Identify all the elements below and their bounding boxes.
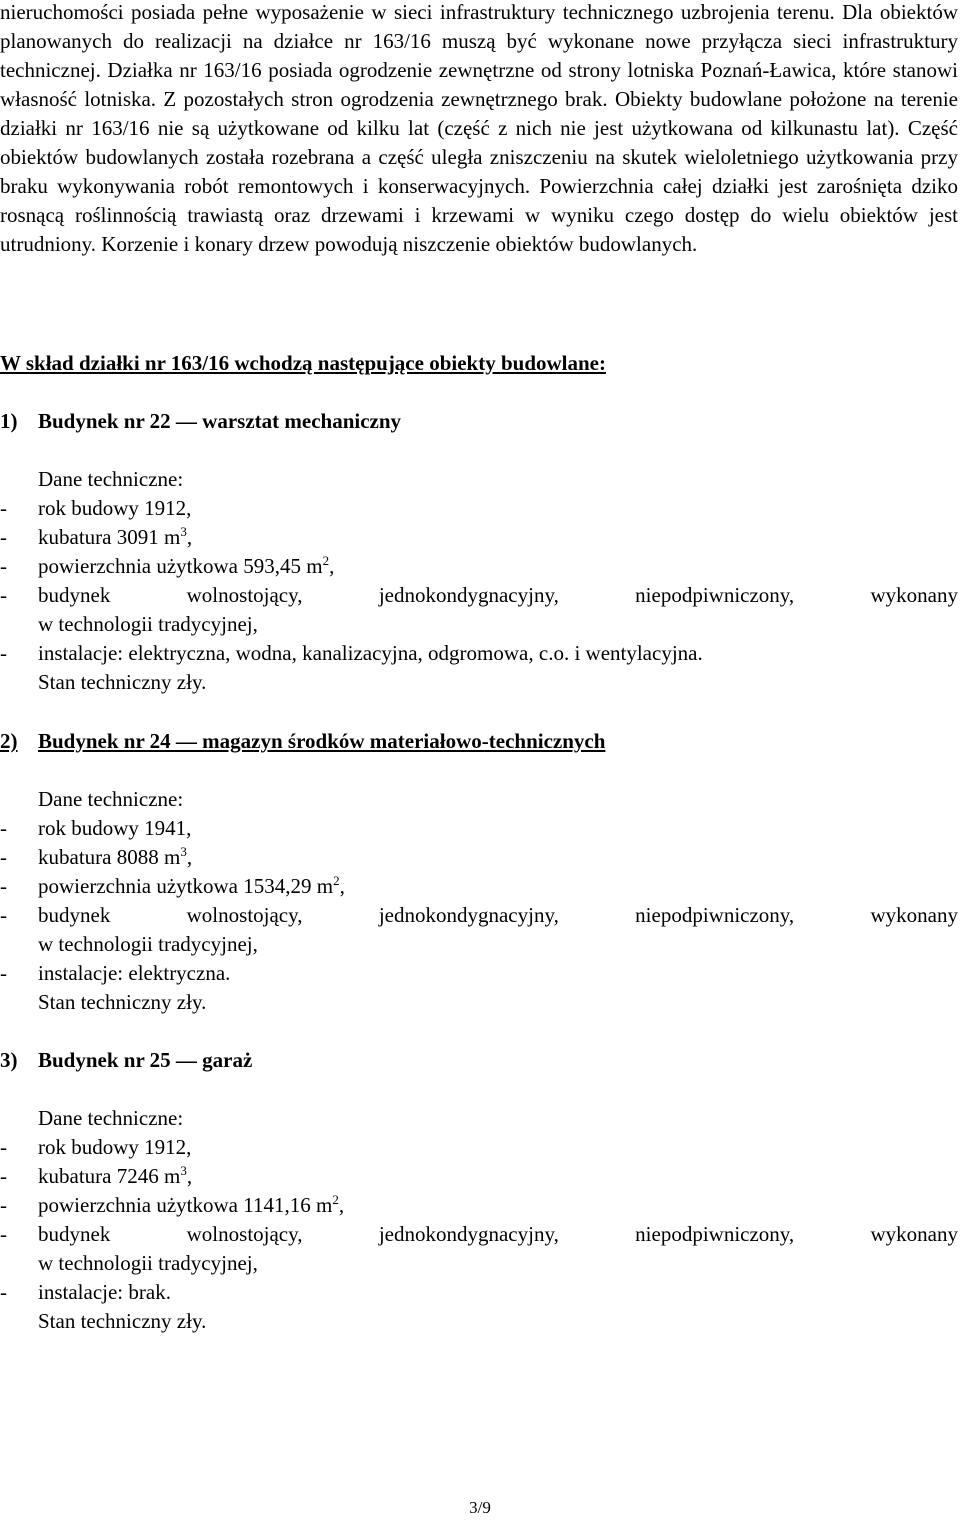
section-heading: W skład działki nr 163/16 wchodzą następujące obiekty budowlane: xyxy=(0,351,606,375)
technical-condition: Stan techniczny zły. xyxy=(38,990,207,1014)
list-item-volume xyxy=(0,843,958,872)
building-title-text: Budynek nr 22 — warsztat mechaniczny xyxy=(38,409,402,433)
list-dash: - xyxy=(0,554,7,578)
building-details xyxy=(0,785,958,1017)
volume-text xyxy=(38,1162,958,1191)
installations-text: instalacje: elektryczna, wodna, kanalizacyjna, odgromowa, c.o. i wentylacyjna. xyxy=(38,641,703,665)
volume-suffix: , xyxy=(186,1164,193,1188)
volume-unit-exponent: 3 xyxy=(180,844,187,859)
list-dash: - xyxy=(0,1135,7,1159)
area-value: powierzchnia użytkowa 1534,29 m xyxy=(38,874,334,898)
installations-text: instalacje: brak. xyxy=(38,1280,171,1304)
page-number: 3/9 xyxy=(469,1498,491,1517)
building-title xyxy=(0,1046,958,1075)
list-item-volume xyxy=(0,523,958,552)
list-dash: - xyxy=(0,496,7,520)
building-title-text: Budynek nr 24 — magazyn środków materiałowo-technicznych xyxy=(38,729,606,753)
year-text: rok budowy 1912, xyxy=(38,1135,192,1159)
list-dash: - xyxy=(0,874,7,898)
technical-data-label: Dane techniczne: xyxy=(38,1106,184,1130)
list-item-type xyxy=(0,581,958,639)
type-text-line2: w technologii tradycyjnej, xyxy=(38,1251,258,1275)
list-dash: - xyxy=(0,816,7,840)
installations-text: instalacje: elektryczna. xyxy=(38,961,231,985)
building-24-section xyxy=(0,727,958,1017)
volume-value: kubatura 7246 m xyxy=(38,1164,181,1188)
list-item-year xyxy=(0,814,958,843)
list-item-installations xyxy=(0,959,958,988)
building-title xyxy=(0,727,958,756)
building-25-section xyxy=(0,1046,958,1336)
list-item-installations xyxy=(0,1278,958,1307)
list-item-installations xyxy=(0,639,958,668)
technical-data-list xyxy=(0,494,958,668)
list-dash: - xyxy=(0,1164,7,1188)
building-22-section xyxy=(0,407,958,697)
area-value: powierzchnia użytkowa 593,45 m xyxy=(38,554,323,578)
list-dash: - xyxy=(0,641,7,665)
technical-data-label: Dane techniczne: xyxy=(38,787,184,811)
building-number: 1) xyxy=(0,409,18,433)
building-title xyxy=(0,407,958,436)
area-unit-exponent: 2 xyxy=(332,1192,339,1207)
area-suffix: , xyxy=(329,554,335,578)
list-item-area xyxy=(0,1191,958,1220)
list-dash: - xyxy=(0,845,7,869)
volume-suffix: , xyxy=(186,845,193,869)
technical-condition: Stan techniczny zły. xyxy=(38,670,207,694)
list-dash: - xyxy=(0,1222,7,1246)
area-text xyxy=(38,872,958,901)
type-text-line2: w technologii tradycyjnej, xyxy=(38,612,258,636)
list-item-year xyxy=(0,1133,958,1162)
list-dash: - xyxy=(0,1193,7,1217)
type-text-line1: budynek wolnostojący, jednokondygnacyjny, niepodpiwniczony, wykonany xyxy=(38,583,958,607)
volume-value: kubatura 8088 m xyxy=(38,845,181,869)
area-suffix: , xyxy=(338,1193,345,1217)
technical-data-list xyxy=(0,814,958,988)
building-number: 2) xyxy=(0,729,18,753)
volume-unit-exponent: 3 xyxy=(180,524,187,539)
building-details xyxy=(0,465,958,697)
building-title-text: Budynek nr 25 — garaż xyxy=(38,1048,253,1072)
list-item-volume xyxy=(0,1162,958,1191)
list-dash: - xyxy=(0,961,7,985)
type-text-line1: budynek wolnostojący, jednokondygnacyjny, niepodpiwniczony, wykonany xyxy=(38,903,958,927)
area-unit-exponent: 2 xyxy=(333,873,340,888)
technical-data-label: Dane techniczne: xyxy=(38,467,184,491)
area-text xyxy=(38,552,958,581)
list-dash: - xyxy=(0,1280,7,1304)
area-suffix: , xyxy=(339,874,345,898)
year-text: rok budowy 1912, xyxy=(38,496,192,520)
area-text xyxy=(38,1191,958,1220)
volume-text xyxy=(38,523,958,552)
volume-value: kubatura 3091 m xyxy=(38,525,181,549)
list-item-area xyxy=(0,552,958,581)
volume-text xyxy=(38,843,958,872)
list-item-year xyxy=(0,494,958,523)
building-number: 3) xyxy=(0,1048,18,1072)
technical-condition: Stan techniczny zły. xyxy=(38,1309,207,1333)
area-unit-exponent: 2 xyxy=(322,553,330,568)
list-item-type xyxy=(0,901,958,959)
list-dash: - xyxy=(0,903,7,927)
list-dash: - xyxy=(0,525,7,549)
technical-data-list xyxy=(0,1133,958,1307)
type-text-line2: w technologii tradycyjnej, xyxy=(38,932,258,956)
building-details xyxy=(0,1104,958,1336)
volume-unit-exponent: 3 xyxy=(180,1163,187,1178)
intro-paragraph: nieruchomości posiada pełne wyposażenie w sieci infrastruktury technicznego uzbrojenia terenu. Dla obiektów planowanych do realizacji na działce nr 163/16 muszą być wykonane nowe przyłącza sieci infrastruktury technicznej. Działka nr 163/16 posiada ogrodzenie zewnętrzne od strony lotniska Poznań-Ławica, które stanowi własność lotniska. Z pozostałych stron ogrodzenia zewnętrznego brak. Obiekty budowlane położone na terenie działki nr 163/16 nie są użytkowane od kilku lat (część z nich nie jest użytkowana od kilkunastu lat). Część obiektów budowlanych została rozebrana a część uległa zniszczeniu na skutek wieloletniego użytkowania przy braku wykonywania robót remontowych i konserwacyjnych. Powierzchnia całej działki jest zarośnięta dziko rosnącą roślinnością trawiastą oraz drzewami i krzewami w wyniku czego dostęp do wielu obiektów jest utrudniony. Korzenie i konary drzew powodują niszczenie obiektów budowlanych. xyxy=(0,0,958,256)
type-text-line1: budynek wolnostojący, jednokondygnacyjny, niepodpiwniczony, wykonany xyxy=(38,1222,958,1246)
area-value: powierzchnia użytkowa 1141,16 m xyxy=(38,1193,333,1217)
list-item-type xyxy=(0,1220,958,1278)
list-dash: - xyxy=(0,583,7,607)
year-text: rok budowy 1941, xyxy=(38,816,192,840)
volume-suffix: , xyxy=(186,525,193,549)
list-item-area xyxy=(0,872,958,901)
